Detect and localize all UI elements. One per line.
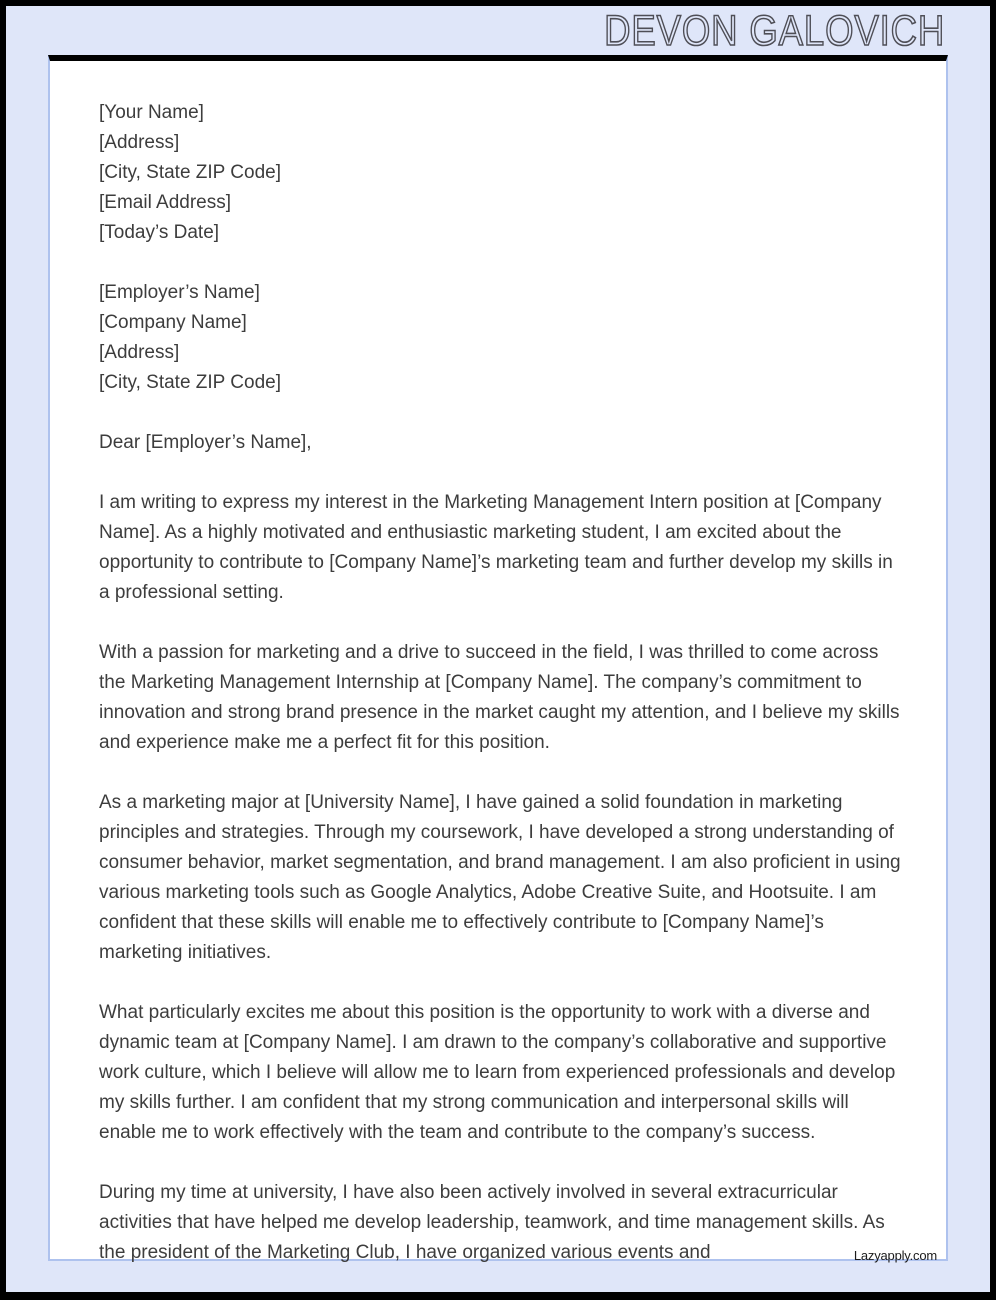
letter-page [48, 55, 948, 1261]
letter-paragraph: During my time at university, I have also been actively involved in several extracurricular activities that have helped me develop leadership, teamwork, and time management skills. As the president of the Marketing Club, I have organized various events and [99, 1182, 885, 1263]
letter-paragraph: I am writing to express my interest in the Marketing Management Intern position at [Company Name]. As a highly motivated and enthusiastic marketing student, I am excited about the opportunity to contribute to [Company Name]’s marketing team and further develop my skills in a professional setting. [99, 492, 893, 603]
recipient-city-line: [City, State ZIP Code] [99, 372, 281, 393]
recipient-address-line: [Address] [99, 342, 180, 363]
recipient-company-line: [Company Name] [99, 312, 247, 333]
header-name-title: DEVON GALOVICH [604, 7, 945, 55]
recipient-name-line: [Employer’s Name] [99, 282, 260, 303]
letter-paragraph: With a passion for marketing and a drive to succeed in the field, I was thrilled to come across the Marketing Management Internship at [Company Name]. The company’s commitment to innovation and strong brand presence in the market caught my attention, and I believe my skills and experience make me a perfect fit for this position. [99, 642, 900, 753]
salutation: Dear [Employer’s Name], [99, 432, 312, 453]
recipient-address-block [99, 278, 901, 398]
sender-email-line: [Email Address] [99, 192, 231, 213]
sender-address-block [99, 98, 901, 248]
sender-date-line: [Today’s Date] [99, 222, 220, 243]
sender-city-line: [City, State ZIP Code] [99, 162, 281, 183]
letter-paragraph: As a marketing major at [University Name], I have gained a solid foundation in marketing principles and strategies. Through my coursework, I have developed a strong understanding of consumer behavior, market segmentation, and brand management. I am also proficient in using various marketing tools such as Google Analytics, Adobe Creative Suite, and Hootsuite. I am confident that these skills will enable me to effectively contribute to [Company Name]’s marketing initiatives. [99, 792, 901, 963]
letter-body [50, 61, 946, 1268]
sender-address-line: [Address] [99, 132, 180, 153]
watermark-lazyapply: Lazyapply.com [853, 1248, 937, 1263]
sender-name-line: [Your Name] [99, 102, 204, 123]
letter-paragraph: What particularly excites me about this position is the opportunity to work with a diverse and dynamic team at [Company Name]. I am drawn to the company’s collaborative and supportive work culture, which I believe will allow me to learn from experienced professionals and develop my skills further. I am confident that my strong communication and interpersonal skills will enable me to work effectively with the team and contribute to the company’s success. [99, 1002, 896, 1143]
